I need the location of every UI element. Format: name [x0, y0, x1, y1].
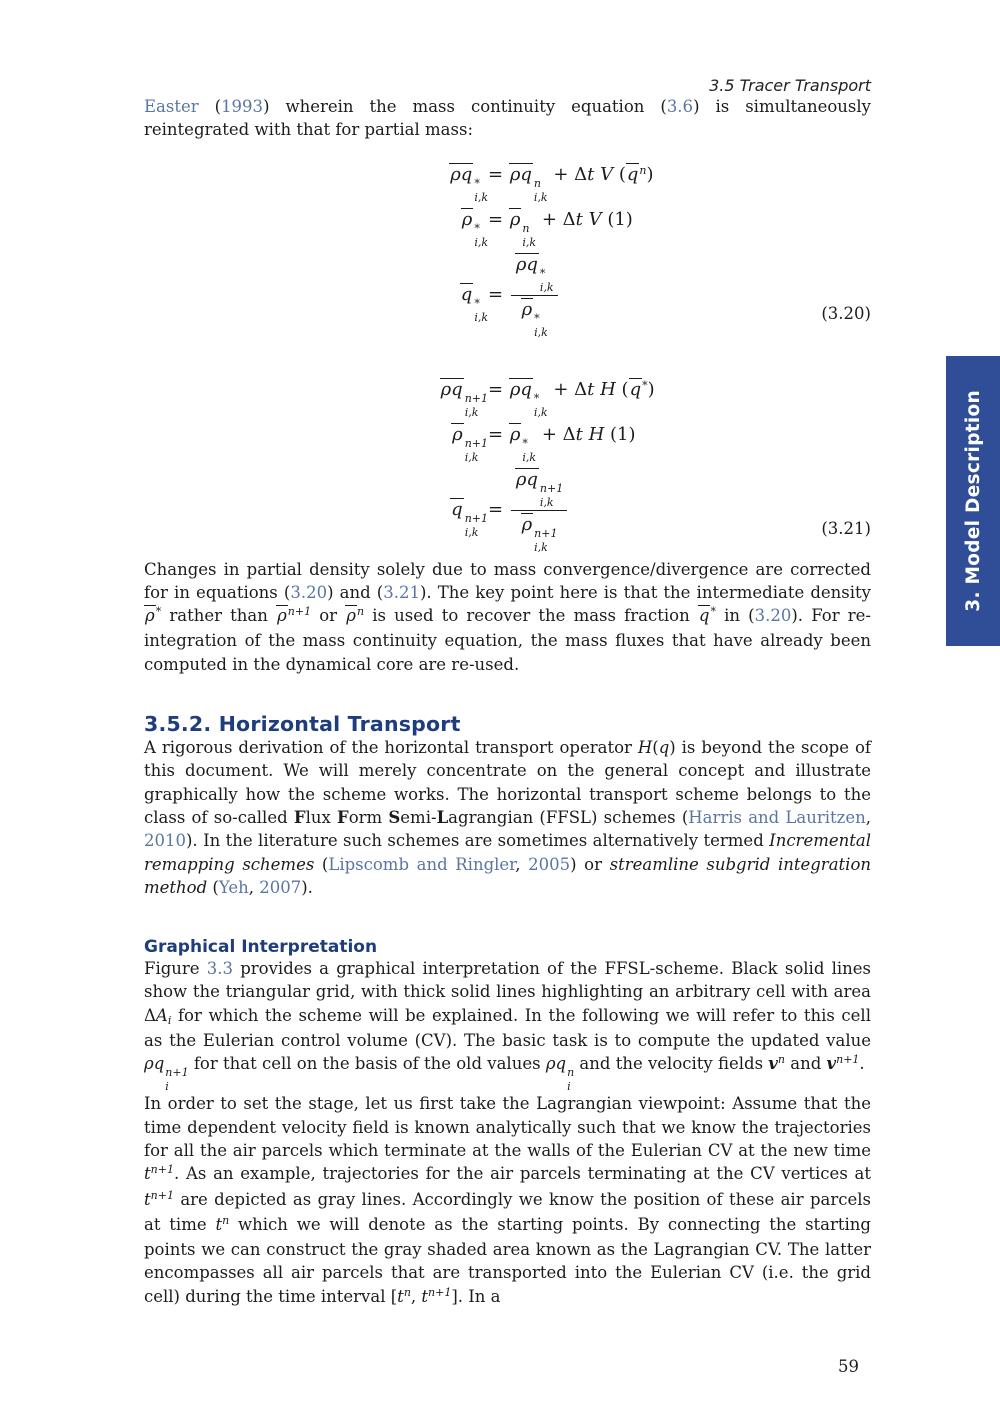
superscript: n: [567, 1066, 575, 1080]
paragraph-density-correction: [144, 558, 871, 676]
section-heading-3-5-2: 3.5.2. Horizontal Transport: [144, 712, 461, 737]
superscript: n+1: [534, 526, 558, 540]
text-segment: n+1: [150, 1188, 174, 1202]
text-segment: rather than: [161, 606, 277, 626]
text-segment: *: [710, 605, 716, 619]
equation-line: [400, 208, 654, 248]
text-segment: ρ: [521, 298, 533, 320]
supsub-scripts: [474, 178, 488, 203]
text-segment: i: [167, 1013, 172, 1027]
text-segment: A: [155, 1005, 168, 1025]
text-segment: + Δ: [536, 208, 576, 230]
text-segment: ρ: [346, 606, 356, 626]
subscript: i,k: [534, 325, 548, 339]
ref-link[interactable]: 2010: [144, 831, 186, 851]
text-segment: ρ: [145, 606, 155, 626]
text-segment: L: [436, 807, 449, 827]
equation-line: [400, 163, 654, 203]
text-segment: =: [488, 378, 509, 400]
text-segment: ,: [865, 807, 871, 827]
text-segment: V: [600, 163, 614, 185]
text-segment: n+1: [428, 1285, 452, 1299]
equation-rhs: [488, 208, 633, 249]
text-segment: t: [144, 1189, 151, 1209]
text-segment: provides a graphical interpretation of the FFSL-scheme. Black solid lines show the triangular grid, with thick solid lines highlighting an arbitrary cell with area Δ: [144, 959, 872, 1025]
text-segment: (: [314, 854, 329, 874]
text-segment: orm: [348, 807, 389, 827]
text-segment: n: [639, 163, 647, 177]
ref-link[interactable]: 2007: [259, 877, 302, 897]
text-segment: t: [575, 208, 583, 230]
subscript: i: [165, 1080, 169, 1094]
supsub-scripts: [522, 438, 536, 463]
text-segment: n: [356, 605, 365, 619]
equation-rhs: [488, 253, 560, 339]
text-segment: and: [784, 1054, 827, 1074]
text-segment: *: [642, 378, 648, 392]
text-segment: ) wherein the mass continuity equation (: [263, 97, 667, 116]
text-segment: . As an example, trajectories for the air parcels terminating at the CV vertices at: [173, 1164, 871, 1184]
text-segment: ,: [410, 1286, 422, 1306]
text-segment: Changes in partial density solely due to mass convergence/divergence are corrected for in equations (: [144, 559, 871, 602]
subscript: i: [567, 1080, 571, 1094]
superscript: *: [522, 436, 528, 450]
supsub-scripts: [465, 438, 488, 463]
ref-link[interactable]: 2005: [528, 854, 571, 874]
text-segment: is used to recover the mass fraction: [364, 606, 698, 626]
text-segment: ρq: [545, 1054, 567, 1074]
text-segment: ).: [301, 877, 313, 897]
equation-line: [400, 468, 655, 553]
superscript: n: [522, 221, 530, 235]
equation-lhs: [400, 208, 488, 248]
text-segment: t: [587, 378, 595, 400]
supsub-scripts: [465, 393, 488, 418]
paragraph-horizontal-transport: [144, 736, 871, 899]
text-segment: q: [629, 378, 642, 400]
ref-link[interactable]: 3.3: [206, 959, 234, 979]
text-segment: n+1: [287, 605, 312, 619]
text-segment: q: [698, 606, 710, 626]
ref-link[interactable]: Yeh: [218, 877, 249, 897]
text-segment: =: [488, 163, 509, 185]
supsub-scripts: [165, 1067, 188, 1092]
text-segment: ρ: [461, 208, 473, 230]
fraction-numerator: [511, 468, 567, 511]
superscript: *: [474, 221, 480, 235]
text-segment: (: [613, 163, 626, 185]
text-segment: (: [207, 877, 219, 897]
text-segment: S: [388, 807, 401, 827]
superscript: *: [534, 311, 540, 325]
superscript: n+1: [165, 1066, 189, 1080]
text-segment: ): [647, 378, 655, 400]
text-segment: A rigorous derivation of the horizontal transport operator: [144, 738, 638, 758]
subscript: i,k: [464, 450, 479, 464]
text-segment: Figure: [144, 959, 207, 979]
text-segment: (: [652, 738, 659, 758]
text-segment: ρq: [450, 163, 473, 185]
text-segment: ρ: [277, 606, 287, 626]
text-segment: ) is simultaneously reintegrated with that for partial mass:: [144, 97, 871, 140]
text-segment: (: [198, 97, 222, 116]
text-segment: is beyond the scope of this document. We will merely concentrate on the general concept and illustrate graphically how the scheme works. The horizontal transport scheme belongs to the class of so-called: [144, 738, 871, 827]
text-segment: H: [600, 378, 616, 400]
text-segment: ρ: [509, 423, 521, 445]
text-segment: n: [403, 1285, 411, 1299]
subscript: i,k: [533, 405, 548, 419]
superscript: n+1: [464, 512, 488, 526]
ref-link[interactable]: 3.6: [666, 97, 694, 116]
text-segment: n: [222, 1213, 230, 1227]
text-segment: =: [488, 423, 509, 445]
text-segment: ,: [248, 877, 260, 897]
text-segment: ρq: [144, 1054, 165, 1074]
text-segment: ,: [515, 854, 529, 874]
ref-link[interactable]: 1993: [221, 97, 264, 116]
superscript: *: [533, 391, 540, 405]
chapter-thumb-tab: [946, 356, 1000, 646]
text-segment: ). In the literature such schemes are sometimes alternatively termed: [186, 831, 770, 851]
text-segment: n+1: [150, 1163, 174, 1177]
text-segment: n+1: [836, 1053, 860, 1067]
subscript: i,k: [533, 190, 548, 204]
superscript: n+1: [539, 481, 564, 495]
supsub-scripts: [534, 528, 557, 553]
text-segment: (1): [601, 208, 633, 230]
ref-link[interactable]: 3.20: [754, 606, 792, 626]
ref-link[interactable]: 3.20: [290, 582, 328, 602]
equation-number: (3.20): [821, 303, 871, 323]
fraction-denominator: [521, 511, 558, 553]
text-segment: ρ: [509, 208, 521, 230]
text-segment: ) and (: [327, 582, 384, 602]
text-segment: ρ: [521, 513, 533, 535]
supsub-scripts: [534, 178, 548, 203]
text-segment: ) or: [570, 854, 610, 874]
supsub-scripts: [534, 393, 548, 418]
fraction-denominator: [521, 296, 548, 338]
ref-link[interactable]: Easter: [144, 97, 199, 116]
subscript: i,k: [474, 235, 488, 249]
text-segment: + Δ: [547, 163, 588, 185]
text-segment: =: [488, 284, 509, 306]
equation-lhs: [400, 423, 488, 463]
text-segment: for that cell on the basis of the old values: [188, 1054, 546, 1074]
text-segment: ): [646, 163, 654, 185]
superscript: *: [474, 297, 480, 311]
superscript: n+1: [464, 391, 488, 405]
text-segment: q: [626, 163, 639, 185]
text-segment: in (: [715, 606, 755, 626]
supsub-scripts: [474, 223, 488, 248]
text-segment: agrangian (FFSL) schemes (: [448, 807, 689, 827]
ref-link[interactable]: Lipscomb and Ringler: [328, 854, 516, 874]
text-segment: H: [637, 738, 653, 758]
equation-line: [400, 253, 654, 338]
text-segment: q: [460, 284, 473, 306]
superscript: n+1: [464, 436, 488, 450]
text-segment: ρq: [509, 378, 532, 400]
text-segment: (1): [604, 423, 636, 445]
equation-number: (3.21): [821, 518, 871, 538]
equation-rhs: [488, 378, 655, 419]
subscript: i,k: [464, 405, 479, 419]
text-segment: streamline subgrid integration method: [144, 854, 872, 897]
text-segment: *: [155, 605, 162, 619]
text-segment: q: [451, 499, 463, 521]
ref-link[interactable]: 3.21: [383, 582, 420, 602]
superscript: *: [474, 176, 480, 190]
text-segment: q: [658, 738, 670, 758]
text-segment: ρq: [515, 468, 538, 490]
equation-3-21: [400, 373, 871, 558]
supsub-scripts: [540, 483, 563, 508]
fraction: [511, 253, 558, 338]
text-segment: are depicted as gray lines. Accordingly we know the position of these air parcels at time: [144, 1189, 871, 1234]
supsub-scripts: [474, 298, 488, 323]
supsub-scripts: [540, 268, 554, 293]
subsection-heading-graphical-interpretation: Graphical Interpretation: [144, 937, 378, 958]
text-segment: t: [215, 1214, 223, 1234]
equation-lhs: [400, 163, 488, 203]
subscript: i,k: [539, 280, 554, 294]
text-segment: ρ: [452, 423, 463, 445]
text-segment: t: [397, 1286, 404, 1306]
superscript: n: [533, 176, 542, 190]
subscript: i,k: [464, 526, 479, 540]
supsub-scripts: [522, 223, 536, 248]
equation-lines: [400, 373, 655, 558]
paragraph-lagrangian-viewpoint: [144, 1092, 871, 1310]
page-number: 59: [838, 1357, 859, 1377]
text-segment: lux: [305, 807, 337, 827]
text-segment: + Δ: [547, 378, 588, 400]
paragraph-intro: [144, 95, 871, 142]
text-segment: .: [859, 1054, 865, 1074]
subscript: i,k: [534, 540, 548, 554]
text-segment: t: [587, 163, 595, 185]
text-segment: ). The key point here is that the intermediate density: [419, 582, 871, 602]
text-segment: ρq: [515, 253, 538, 275]
supsub-scripts: [465, 513, 488, 538]
text-segment: F: [336, 807, 349, 827]
equation-rhs: [488, 468, 569, 554]
fraction: [511, 468, 567, 553]
text-segment: ρq: [509, 163, 532, 185]
paragraph-figure-interpretation: [144, 957, 871, 1092]
equation-rhs: [488, 163, 654, 204]
text-segment: ). For re-integration of the mass continuity equation, the mass fluxes that have already been computed in the dynamical core are re-used.: [144, 606, 871, 674]
subscript: i,k: [539, 495, 554, 509]
equation-lhs: [400, 283, 488, 323]
subscript: i,k: [522, 235, 537, 249]
ref-link[interactable]: Harris and Lauritzen: [688, 807, 866, 827]
equation-3-20: [400, 158, 871, 343]
equation-rhs: [488, 423, 636, 464]
text-segment: t: [144, 1164, 151, 1184]
text-segment: or: [311, 606, 346, 626]
text-segment: v: [768, 1054, 778, 1074]
text-segment: H: [588, 423, 605, 445]
subscript: i,k: [474, 190, 488, 204]
equation-lhs: [400, 378, 488, 418]
equation-lines: [400, 158, 654, 343]
text-segment: (: [615, 378, 629, 400]
text-segment: and the velocity fields: [574, 1054, 769, 1074]
text-segment: v: [826, 1054, 837, 1074]
text-segment: which we will denote as the starting points. By connecting the starting points we can construct the gray shaded area known as the Lagrangian CV. The latter encompasses all air parcels that are transported into the Eulerian CV (i.e. the grid cell) during the time interval [: [144, 1214, 871, 1306]
text-segment: emi-: [400, 807, 437, 827]
text-segment: F: [293, 807, 306, 827]
text-segment: t: [575, 423, 583, 445]
superscript: *: [539, 266, 546, 280]
text-segment: ): [669, 738, 676, 758]
equation-lhs: [400, 498, 488, 538]
text-segment: t: [421, 1286, 429, 1306]
subscript: i,k: [474, 311, 488, 325]
chapter-tab-label: 3. Model Description: [962, 390, 984, 612]
equation-line: [400, 378, 655, 418]
text-segment: ρq: [440, 378, 463, 400]
text-segment: In order to set the stage, let us first take the Lagrangian viewpoint: Assume that the time dependent velocity field is known analytically such that we know the trajectories for all the air parcels which terminate at the walls of the Eulerian CV at the new time: [144, 1094, 871, 1160]
running-header: 3.5 Tracer Transport: [709, 76, 871, 95]
equation-line: [400, 423, 655, 463]
text-segment: V: [588, 208, 602, 230]
text-segment: Incremental remapping schemes: [144, 831, 871, 874]
text-segment: =: [488, 499, 509, 521]
text-segment: ]. In a: [451, 1286, 501, 1306]
text-segment: n: [777, 1053, 785, 1067]
text-segment: =: [488, 208, 509, 230]
text-segment: + Δ: [536, 423, 576, 445]
text-segment: for which the scheme will be explained. In the following we will refer to this cell as the Eulerian control volume (CV). The basic task is to compute the updated value: [144, 1005, 871, 1051]
subscript: i,k: [522, 450, 537, 464]
fraction-numerator: [511, 253, 558, 296]
page-content: [144, 0, 871, 1376]
supsub-scripts: [534, 313, 548, 338]
